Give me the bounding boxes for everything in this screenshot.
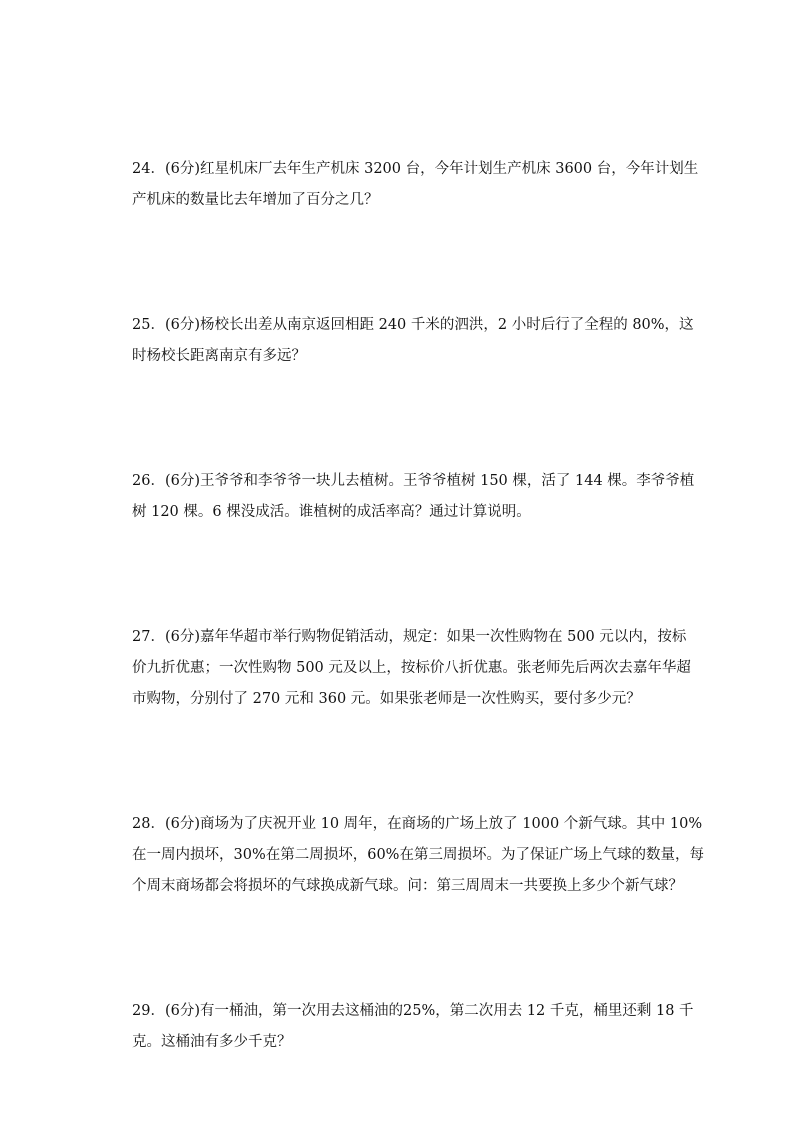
question-28-line-3: 个周末商场都会将损坏的气球换成新气球。问：第三周周末一共要换上多少个新气球？ bbox=[132, 878, 683, 894]
question-29 bbox=[132, 996, 694, 1058]
question-24 bbox=[132, 154, 699, 216]
question-27 bbox=[132, 622, 691, 715]
question-29-line-2: 克。这桶油有多少千克？ bbox=[132, 1034, 292, 1050]
question-25-line-2: 时杨校长距离南京有多远？ bbox=[132, 348, 306, 364]
question-25-line-1: 25．(6分)杨校长出差从南京返回相距 240 千米的泗洪，2 小时后行了全程的 80%，这 bbox=[132, 317, 694, 333]
question-24-line-2: 产机床的数量比去年增加了百分之几？ bbox=[132, 192, 379, 208]
question-24-line-1: 24．(6分)红星机床厂去年生产机床 3200 台，今年计划生产机床 3600 台，今年计划生 bbox=[132, 161, 699, 177]
question-26-line-1: 26．(6分)王爷爷和李爷爷一块儿去植树。王爷爷植树 150 棵，活了 144 棵。李爷爷植 bbox=[132, 473, 695, 489]
question-27-line-1: 27．(6分)嘉年华超市举行购物促销活动，规定：如果一次性购物在 500 元以内，按标 bbox=[132, 629, 687, 645]
question-29-line-1: 29．(6分)有一桶油，第一次用去这桶油的25%，第二次用去 12 千克，桶里还剩 18 千 bbox=[132, 1003, 694, 1019]
question-28 bbox=[132, 809, 704, 902]
question-27-line-3: 市购物，分别付了 270 元和 360 元。如果张老师是一次性购买，要付多少元？ bbox=[132, 691, 641, 707]
question-26-line-2: 树 120 棵。6 棵没成活。谁植树的成活率高？通过计算说明。 bbox=[132, 504, 531, 520]
question-27-line-2: 价九折优惠；一次性购物 500 元及以上，按标价八折优惠。张老师先后两次去嘉年华超 bbox=[132, 660, 691, 676]
question-26 bbox=[132, 466, 695, 528]
question-28-line-1: 28．(6分)商场为了庆祝开业 10 周年，在商场的广场上放了 1000 个新气球。其中 10% bbox=[132, 816, 703, 832]
question-25 bbox=[132, 310, 694, 372]
question-28-line-2: 在一周内损坏，30%在第二周损坏，60%在第三周损坏。为了保证广场上气球的数量，每 bbox=[132, 847, 704, 863]
